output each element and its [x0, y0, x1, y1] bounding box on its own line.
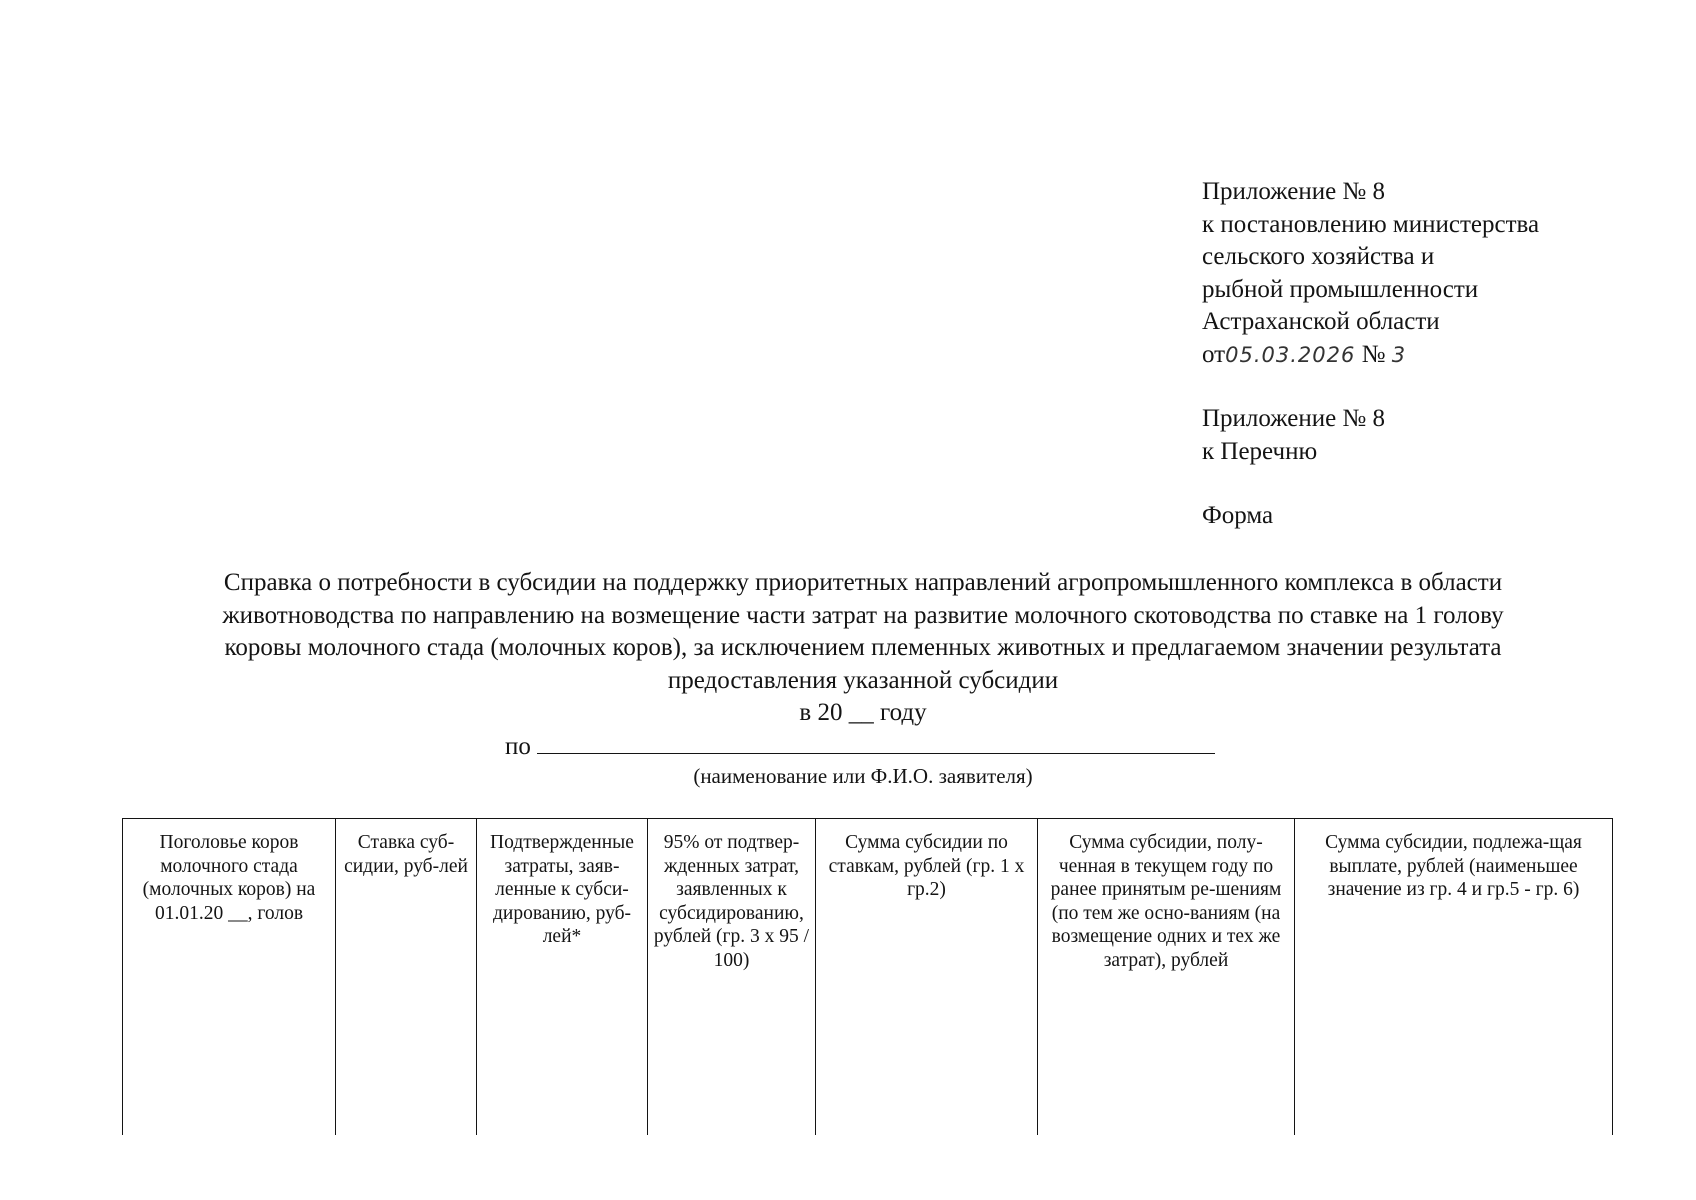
title-line-4: предоставления указанной субсидии	[667, 666, 1059, 694]
column-header-95-percent: 95% от подтвер-жденных затрат, заявленных к субсидированию, рублей (гр. 3 х 95 / 100)	[648, 819, 816, 1136]
annex-list-line: к Перечню	[1202, 437, 1318, 465]
table-header-row	[123, 819, 1613, 1136]
appendix-region-line: Астраханской области	[1202, 308, 1440, 335]
title-line-2: животноводства по направлению на возмещение части затрат на развитие молочного скотоводства по ставке на 1 голову	[222, 601, 1504, 629]
handwritten-date: 05.03.2026	[1225, 342, 1356, 367]
annex-title: Приложение № 8	[1202, 405, 1386, 432]
column-header-subsidy-payable: Сумма субсидии, подлежа-щая выплате, рублей (наименьшее значение из гр. 4 и гр.5 - гр. 6)	[1295, 819, 1613, 1136]
appendix-date-line	[1202, 339, 1539, 372]
column-header-rate: Ставка суб-сидии, руб-лей	[336, 819, 477, 1136]
title-year-line: в 20 __ году	[799, 699, 927, 726]
column-header-confirmed-costs: Подтвержденные затраты, заяв-ленные к субси-дированию, руб-лей*	[477, 819, 648, 1136]
appendix-title: Приложение № 8	[1202, 178, 1386, 205]
document-title	[120, 567, 1606, 730]
column-header-subsidy-by-rates: Сумма субсидии по ставкам, рублей (гр. 1 х гр.2)	[816, 819, 1038, 1136]
applicant-hint: (наименование или Ф.И.О. заявителя)	[693, 764, 1033, 788]
handwritten-number: 3	[1391, 342, 1407, 367]
appendix-resolution-line: к постановлению министерства	[1202, 210, 1540, 238]
applicant-blank-field[interactable]	[537, 731, 1215, 754]
applicant-prefix: по	[505, 733, 531, 760]
appendix-block	[1202, 176, 1539, 533]
column-header-cow-count: Поголовье коров молочного стада (молочных коров) на 01.01.20 __, голов	[123, 819, 336, 1136]
appendix-ministry-line-2: рыбной промышленности	[1202, 275, 1479, 303]
applicant-line	[505, 731, 1215, 761]
form-label: Форма	[1202, 502, 1274, 529]
date-prefix: от	[1202, 340, 1226, 368]
title-line-3: коровы молочного стада (молочных коров), за исключением племенных животных и предлагаемом значении результата	[224, 634, 1502, 661]
title-line-1: Справка о потребности в субсидии на поддержку приоритетных направлений агропромышленного комплекса в области	[223, 569, 1503, 596]
column-header-subsidy-received: Сумма субсидии, полу-ченная в текущем году по ранее принятым ре-шениям (по тем же осно-ваниям (на возмещение одних и тех же затрат), рублей	[1038, 819, 1295, 1136]
subsidy-table	[122, 818, 1613, 1135]
number-label: №	[1361, 340, 1386, 368]
appendix-ministry-line: сельского хозяйства и	[1202, 243, 1435, 270]
